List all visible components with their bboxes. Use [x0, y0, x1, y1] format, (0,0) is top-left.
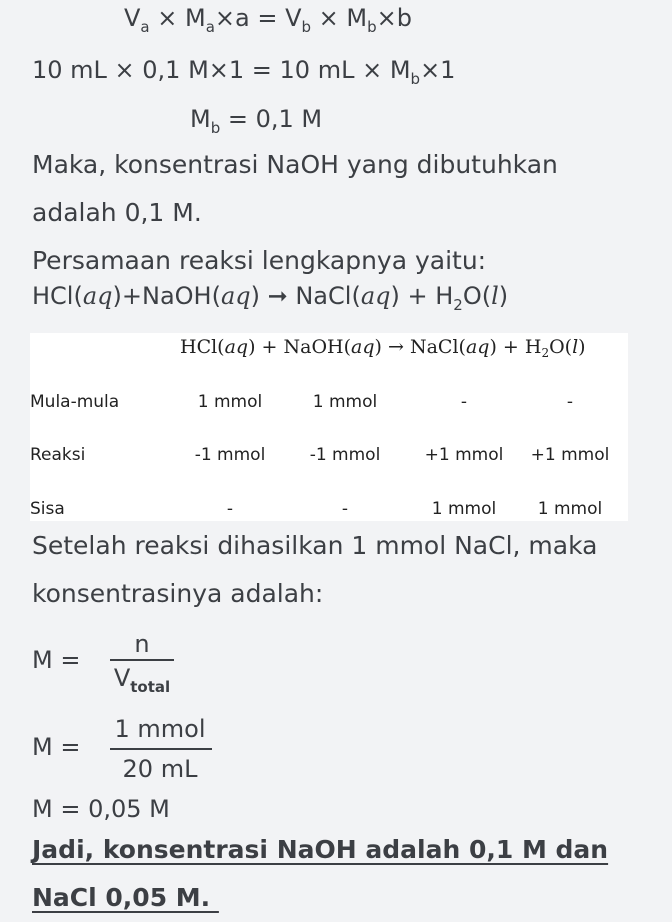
paragraph-line: Maka, konsentrasi NaOH yang dibutuhkan [32, 150, 558, 179]
conclusion [32, 826, 654, 922]
fraction-bar [110, 659, 174, 661]
table-row-label: Mula-mula [30, 392, 120, 412]
table-row-label: Sisa [30, 499, 65, 519]
table-cell: - [226, 499, 234, 519]
conclusion-line: NaCl 0,05 M. [32, 883, 219, 912]
paragraph-reaction-intro: Persamaan reaksi lengkapnya yaitu: [32, 246, 487, 275]
paragraph-line: adalah 0,1 M. [32, 198, 202, 227]
table-cell: 1 mmol [431, 499, 497, 519]
paragraph-line: Setelah reaksi dihasilkan 1 mmol NaCl, maka [32, 531, 598, 560]
equation-substitution: 10 mL × 0,1 M×1 = 10 mL × $M_b\times 1$ [32, 56, 456, 88]
equation-titration: $V_a \times M_a\times a = V_b \times M_b\times b$ [124, 4, 412, 36]
formula-molarity: M = n $V_{total}$ [32, 630, 232, 710]
stoichiometry-table [30, 333, 628, 521]
table-cell: -1 mmol [194, 445, 266, 465]
table-cell: -1 mmol [309, 445, 381, 465]
fraction-bar [110, 748, 212, 750]
table-row-mula-mula [30, 392, 628, 416]
table-row-sisa [30, 499, 628, 523]
formula-final-result: M = 0,05 M [32, 795, 170, 823]
table-cell: +1 mmol [530, 445, 610, 465]
paragraph-naoh-concentration [32, 141, 654, 237]
table-cell: 1 mmol [312, 392, 378, 412]
paragraph-line: konsentrasinya adalah: [32, 579, 324, 608]
table-cell: - [341, 499, 349, 519]
formula-molarity-substituted: M = 1 mmol 20 mL [32, 715, 272, 787]
table-row-label: Reaksi [30, 445, 86, 465]
table-cell: 1 mmol [537, 499, 603, 519]
paragraph-nacl-intro [32, 522, 654, 618]
table-cell: 1 mmol [197, 392, 263, 412]
table-row-reaksi [30, 445, 628, 469]
table-cell: - [566, 392, 574, 412]
reaction-equation: HCl(aq)+NaOH(aq) ➞ NaCl(aq) + $H_2O(l)$ [32, 282, 509, 314]
conclusion-line: Jadi, konsentrasi NaOH adalah 0,1 M dan [32, 835, 609, 864]
table-cell: +1 mmol [424, 445, 504, 465]
table-cell: - [460, 392, 468, 412]
equation-result: $M_b = 0,1$ M [190, 105, 323, 137]
table-reaction-equation: HCl(aq) + NaOH(aq) → NaCl(aq) + $H_2O(l)$ [180, 336, 586, 360]
